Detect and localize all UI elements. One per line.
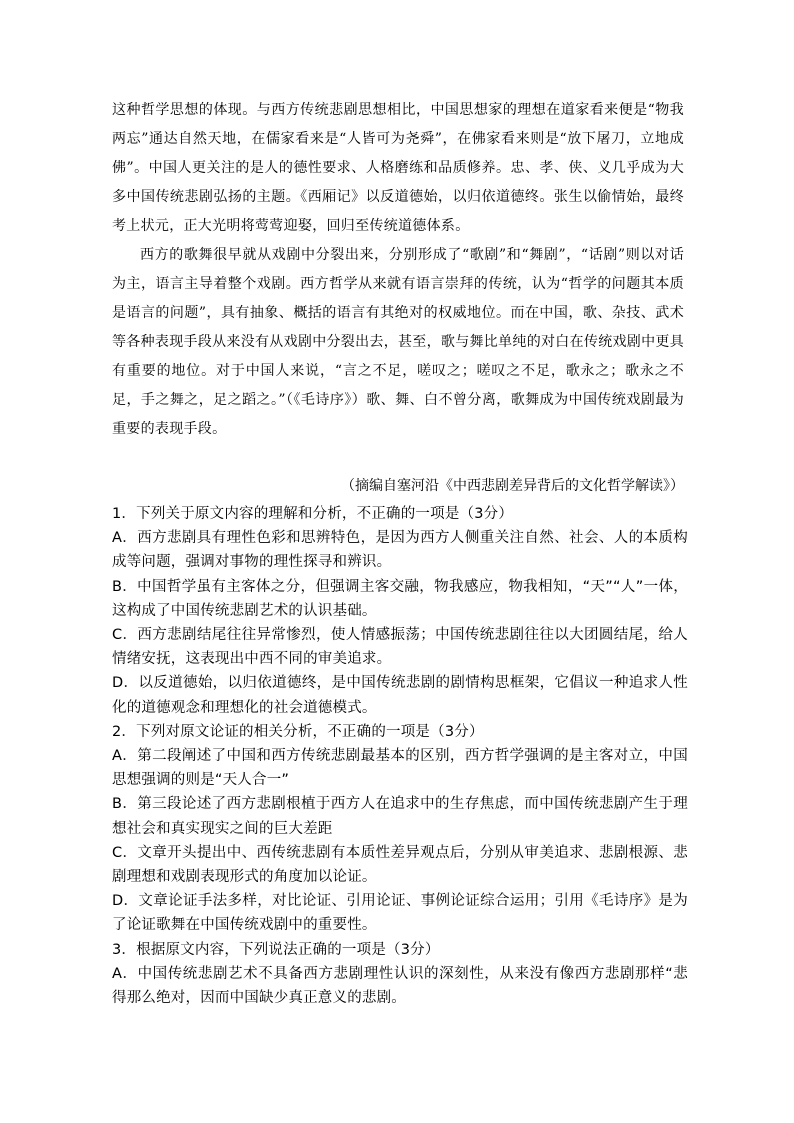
option-a: A．西方悲剧具有理性色彩和思辨特色，是因为西方人侧重关注自然、社会、人的本质构成等问题，强调对事物的理性探寻和辨识。 [112, 530, 688, 571]
option-a: A．中国传统悲剧艺术不具备西方悲剧理性认识的深刻性，从来没有像西方悲剧那样“悲得那么绝对，因而中国缺少真正意义的悲剧。 [112, 965, 688, 1007]
passage-paragraph: 西方的歌舞很早就从戏剧中分裂出来，分别形成了“歌剧”和“舞剧”，“话剧”则以对话为主，语言主导着整个戏剧。西方哲学从来就有语言崇拜的传统，认为“哲学的问题其本质是语言的问题”，具有抽象、概括的语言有其绝对的权威地位。而在中国，歌、杂技、武术等各种表现手段从来没有从戏剧中分裂出去，甚至，歌与舞比单纯的对白在传统戏剧中更具有重要的地位。对于中国人来说，“言之不足，嗟叹之；嗟叹之不足，歌永之；歌永之不足，手之舞之，足之蹈之。”（《毛诗序》）歌、舞、白不曾分离，歌舞成为中国传统戏剧最为重要的表现手段。 [112, 247, 684, 437]
question-1 [112, 502, 688, 720]
option-d: D．以反道德始，以归依道德终，是中国传统悲剧的剧情构思框架，它倡议一种追求人性化的道德观念和理想化的社会道德模式。 [112, 675, 688, 716]
option-b: B．第三段论述了西方悲剧根植于西方人在追求中的生存焦虑，而中国传统悲剧产生于理想社会和真实现实之间的巨大差距 [112, 796, 688, 837]
option-c: C．西方悲剧结尾往往异常惨烈，使人情感振荡；中国传统悲剧往往以大团圆结尾，给人情绪安抚，这表现出中西不同的审美追求。 [112, 627, 688, 668]
question-stem: 3．根据原文内容，下列说法正确的一项是（3分） [112, 941, 440, 958]
question-stem: 1．下列关于原文内容的理解和分析，不正确的一项是（3分） [112, 506, 514, 522]
question-3 [112, 938, 688, 1011]
option-b: B．中国哲学虽有主客体之分，但强调主客交融，物我感应，物我相知，“天”“人”一体，这构成了中国传统悲剧艺术的认识基础。 [112, 578, 688, 619]
option-c: C．文章开头提出中、西传统悲剧有本质性差异观点后，分别从审美追求、悲剧根源、悲剧理想和戏剧表现形式的角度加以论证。 [112, 844, 688, 886]
question-2 [112, 720, 688, 938]
passage-source: （摘编自塞河沿《中西悲剧差异背后的文化哲学解读》） [341, 478, 684, 494]
option-d: D．文章论证手法多样，对比论证、引用论证、事例论证综合运用；引用《毛诗序》是为了论证歌舞在中国传统戏剧中的重要性。 [112, 893, 688, 934]
passage-paragraph: 这种哲学思想的体现。与西方传统悲剧思想相比，中国思想家的理想在道家看来便是“物我两忘”通达自然天地，在儒家看来是“人皆可为尧舜”，在佛家看来则是“放下屠刀，立地成佛”。中国人更关注的是人的德性要求、人格磨练和品质修养。忠、孝、侠、义几乎成为大多中国传统悲剧弘扬的主题。《西厢记》以反道德始，以归依道德终。张生以偷情始，最终考上状元，正大光明将莺莺迎娶，回归至传统道德体系。 [112, 102, 684, 234]
option-a: A．第二段阐述了中国和西方传统悲剧最基本的区别，西方哲学强调的是主客对立，中国思想强调的则是“天人合一” [112, 748, 688, 789]
question-list [112, 502, 688, 1010]
reading-passage [112, 96, 684, 444]
question-stem: 2．下列对原文论证的相关分析，不正确的一项是（3分） [112, 723, 484, 740]
